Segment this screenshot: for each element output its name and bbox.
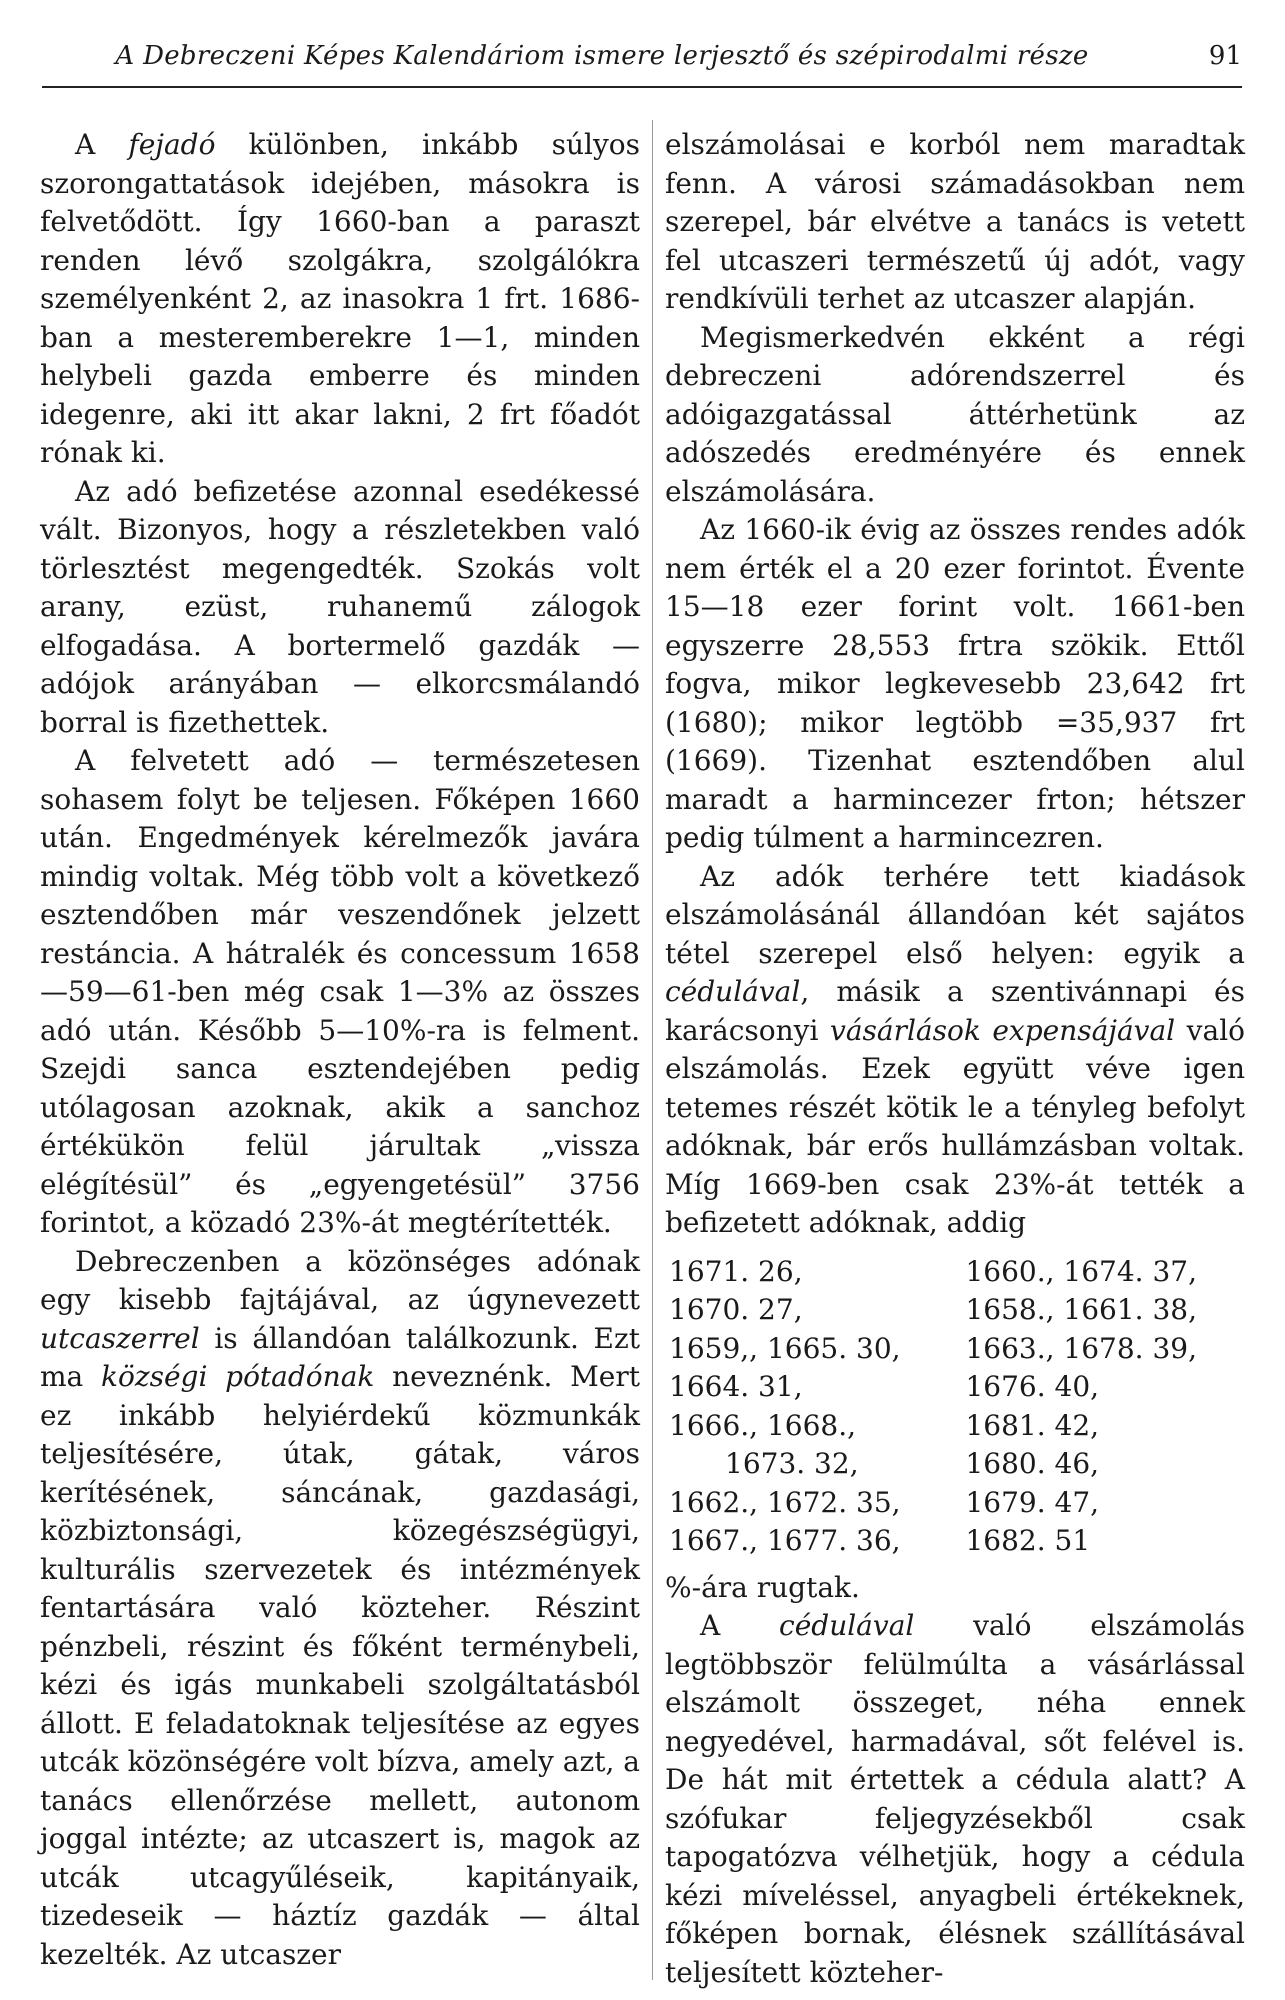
paragraph-kiadasok: Az adók terhére tett kiadások elszámolásánál állandóan két sajátos tétel szerepel első helyen: egyik a cédulával, másik a szentivánnapi és karácsonyi vásárlások expensájával való elszámolás. Ezek együtt véve igen tetemes részét kötik le a tényleg befolyt adóknak, bár erős hullámzásban voltak. Míg 1669-ben csak 23%-át tették a befizetett adóknak, addig bbox=[665, 859, 1246, 1239]
paragraph-cedulaval: A cédulával való elszámolás legtöbbször felülmúlta a vásárlással elszámolt összeget, néha ennek negyedével, harmadával, sőt felével is. De hát mit értettek a cédula alatt? A szófukar feljegyzésekből csak tapogatózva vélhetjük, hogy a cédula kézi míveléssel, anyagbeli értékeknek, főképen bornak, élésnek szállításával teljesített közteher- bbox=[665, 1609, 1246, 1989]
page-header bbox=[52, 36, 1242, 76]
right-column bbox=[665, 126, 1245, 1992]
table-row: 1670. 27, 1658., 1661. 38, bbox=[669, 1293, 1198, 1326]
running-head: A Debreczeni Képes Kalendáriom ismere lerjesztő és szépirodalmi része bbox=[115, 41, 1089, 71]
term-cedulaval: cédulával bbox=[779, 1609, 915, 1642]
paragraph-1660-ik-evig: Az 1660-ik évig az összes rendes adók nem érték el a 20 ezer forintot. Évente 15—18 ezer forint volt. 1661-ben egyszerre 28,553 frtra szökik. Ettől fogva, mikor legkevesebb 23,642 frt (1680); mikor legtöbb =35,937 frt (1669). Tizenhat esztendőben alul maradt a harmincezer frton; hétszer pedig túlment a harmincezren. bbox=[665, 513, 1245, 854]
page-number: 91 bbox=[1208, 41, 1242, 71]
left-column bbox=[40, 126, 640, 1974]
table-row: 1667., 1677. 36, 1682. 51 bbox=[669, 1524, 1091, 1557]
term-kozsegi-potado: községi pótadónak bbox=[101, 1360, 375, 1393]
table-row: 1664. 31, 1676. 40, bbox=[669, 1370, 1100, 1403]
table-row: 1671. 26, 1660., 1674. 37, bbox=[669, 1254, 1198, 1288]
term-vasarlasok: vásárlások expensájával bbox=[830, 1013, 1176, 1047]
header-rule bbox=[42, 86, 1242, 88]
paragraph-elszamolasai: elszámolásai e korból nem maradtak fenn. A városi számadásokban nem szerepel, bár elvétve a tanács is vetett fel utcaszeri természetű új adót, vagy rendkívüli terhet az utcaszer alapján. bbox=[665, 128, 1245, 315]
table-row: 1666., 1668., 1681. 42, bbox=[669, 1408, 1100, 1442]
term-utcaszer: utcaszerrel bbox=[40, 1321, 200, 1355]
years-percent-table bbox=[665, 1253, 1245, 1561]
paragraph-utcaszer: Debreczenben a közönséges adónak egy kisebb fajtájával, az úgynevezett utcaszerrel is állandóan találkozunk. Ezt ma községi pótadónak neveznénk. Mert ez inkább helyiérdekű közmunkák teljesítésére, útak, gátak, város kerítésének, sáncának, gazdasági, közbiztonsági, közegészségügyi, kulturális szervezetek és intézmények fentartására való közteher. Részint pénzbeli, részint és főként terménybeli, kézi és igás munkabeli szolgáltatásból állott. E feladatoknak teljesítése az egyes utcák közönségére volt bízva, amely azt, a tanács ellenőrzése mellett, autonom joggal intézte; az utcaszert is, magok az utcák utcagyűléseik, kapitányaik, tizedeseik — háztíz gazdák — által kezelték. Az utcaszer bbox=[40, 1244, 640, 1971]
paragraph-megismerkedven: Megismerkedvén ekként a régi debreczeni adórendszerrel és adóigazgatással áttérhetünk az adószedés eredményére és ennek elszámolására. bbox=[665, 320, 1245, 508]
term-cedula: cédulával bbox=[665, 975, 801, 1008]
paragraph-aram-rugtak: %-ára rugtak. bbox=[665, 1570, 860, 1604]
paragraph-befizetes: Az adó befizetése azonnal esedékessé vált. Bizonyos, hogy a részletekben való törlesztést megengedték. Szokás volt arany, ezüst, ruhanemű zálogok elfogadása. A bortermelő gazdák — adójok arányában — elkorcsmálandó borral is fizethettek. bbox=[40, 474, 640, 739]
paragraph-fejado: A fejadó különben, inkább súlyos szorongattatások idejében, másokra is felvetődött. Így 1660-ban a paraszt renden lévő szolgákra, szolgálókra személyenként 2, az inasokra 1 frt. 1686-ban a mesteremberekre 1—1, minden helybeli gazda emberre és minden idegenre, aki itt akar lakni, 2 frt főadót rónak ki. bbox=[40, 128, 641, 469]
table-row: 1673. 32, 1680. 46, bbox=[725, 1447, 1100, 1480]
column-divider bbox=[652, 120, 653, 1980]
table-row: 1662., 1672. 35, 1679. 47, bbox=[669, 1485, 1100, 1519]
table-row: 1659,, 1665. 30, 1663., 1678. 39, bbox=[669, 1331, 1198, 1365]
paragraph-felvetett-ado: A felvetett adó — természetesen sohasem folyt be teljesen. Főképen 1660 után. Engedmények kérelmezők javára mindig voltak. Még több volt a következő esztendőben már veszendőnek jelzett restáncia. A hátralék és concessum 1658—59—61-ben még csak 1—3% az összes adó után. Később 5—10%-ra is felment. Szejdi sanca esztendejében pedig utólagosan azoknak, akik a sanchoz értékükön felül járultak „vissza elégítésül” és „egyengetésül” 3756 forintot, a közadó 23%-át megtérítették. bbox=[40, 744, 640, 1239]
term-fejado: fejadó bbox=[128, 128, 216, 161]
